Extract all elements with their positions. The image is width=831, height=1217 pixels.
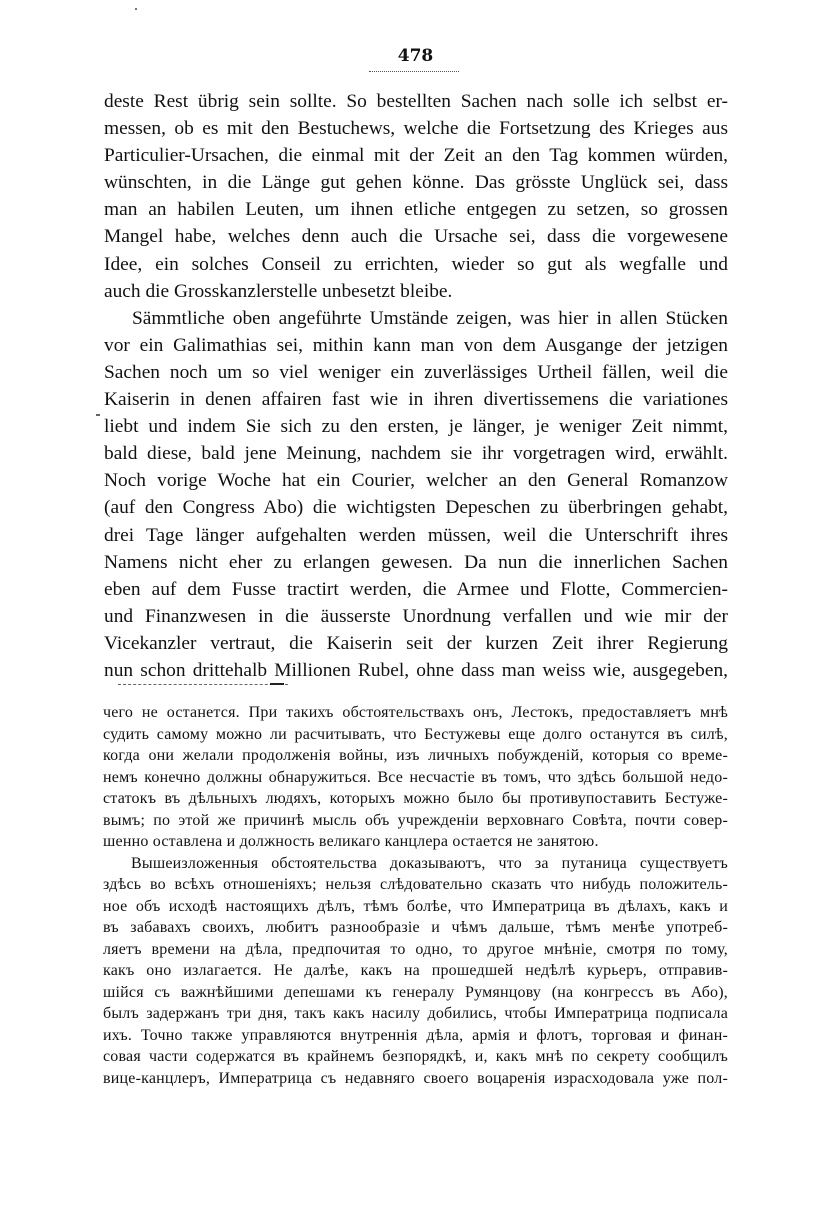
text-line: bald diese, bald jene Meinung, nachdem sie ihr vorgetragen wird, erwählt.	[104, 443, 728, 465]
text-line: статокъ въ дѣльныхъ людяхъ, которыхъ можно было бы противупоставить Бестуже-	[103, 790, 728, 807]
text-line: былъ задержанъ три дня, такъ какъ насилу добились, чтобы Императрица подписала	[103, 1005, 728, 1022]
margin-mark	[96, 414, 100, 416]
text-line: Namens nicht eher zu erlangen gewesen. Da nun die innerlichen Sachen	[104, 551, 728, 573]
separator-dash	[270, 683, 284, 685]
text-line: auch die Grosskanzlerstelle unbesetzt bleibe.	[104, 280, 453, 302]
scan-speck	[135, 8, 137, 10]
text-line: здѣсь во всѣхъ отношеніяхъ; нельзя слѣдовательно сказать что нибудь положитель-	[103, 876, 728, 893]
text-line: чего не останется. При такихъ обстоятельствахъ онъ, Лестокъ, предоставляетъ мнѣ	[103, 704, 728, 721]
text-line: Noch vorige Woche hat ein Courier, welcher an den General Romanzow	[104, 470, 728, 492]
text-line: Kaiserin in denen affairen fast wie in ihren divertissemens die variationes	[104, 389, 728, 411]
german-paragraph-2	[104, 305, 728, 684]
text-line: Vicekanzler vertraut, die Kaiserin seit der kurzen Zeit ihrer Regierung	[104, 632, 728, 654]
text-line: Particulier-Ursachen, die einmal mit der Zeit an den Tag kommen würden,	[104, 145, 728, 167]
russian-paragraph-1	[103, 702, 728, 853]
page-number-rule	[369, 71, 459, 72]
text-line: немъ конечно должны обнаружиться. Все несчастіе въ томъ, что здѣсь большой недо-	[103, 768, 728, 786]
text-line: вымъ; по этой же причинѣ мысль объ учрежденіи верховнаго Совѣта, почти совер-	[103, 811, 728, 829]
text-line: deste Rest übrig sein sollte. So bestellten Sachen nach solle ich selbst er-	[104, 91, 728, 112]
text-line: въ забавахъ своихъ, любитъ разнообразіе и чѣмъ дальше, тѣмъ менѣе употреб-	[103, 919, 728, 936]
text-line: совая части содержатся въ крайнемъ безпорядкѣ, и, какъ мнѣ по секрету сообщилъ	[103, 1048, 728, 1065]
text-line: когда они желали продолженія войны, изъ личныхъ побужденій, которыя со време-	[103, 747, 728, 764]
section-separator	[118, 684, 288, 685]
text-line: Вышеизложенныя обстоятельства доказываютъ, что за путаница существуетъ	[131, 854, 728, 872]
text-line: какъ оно излагается. Не далѣе, какъ на прошедшей недѣлѣ курьеръ, отправив-	[103, 962, 728, 979]
text-line: wünschten, in die Länge gut gehen könne. Das grösste Unglück sei, dass	[104, 172, 728, 194]
text-line: шійся съ важнѣйшими депешами къ генералу Румянцову (на конгрессъ въ Або),	[103, 983, 728, 1001]
text-line: вице-канцлеръ, Императрица съ недавняго своего воцаренія израсходовала уже пол-	[103, 1069, 728, 1087]
text-line: ное объ исходѣ настоящихъ дѣлъ, тѣмъ болѣе, что Императрица въ дѣлахъ, какъ и	[103, 897, 728, 915]
text-line: liebt und indem Sie sich zu den ersten, je länger, je weniger Zeit nimmt,	[104, 416, 728, 438]
text-line: man an habilen Leuten, um ihnen etliche entgegen zu setzen, so grossen	[104, 199, 728, 221]
text-line: Sachen noch um so viel weniger ein zuverlässiges Urtheil fällen, weil die	[104, 361, 728, 383]
text-line: drei Tage länger aufgehalten werden müssen, weil die Unterschrift ihres	[104, 524, 728, 546]
russian-translation-block	[103, 702, 728, 1089]
text-line: шенно оставлена и должность великаго канцлера остается не занятою.	[103, 833, 599, 850]
german-paragraph-1	[104, 88, 728, 305]
text-line: eben auf dem Fusse tractirt werden, die Armee und Flotte, Commercien-	[104, 578, 728, 600]
text-line: messen, ob es mit den Bestuchews, welche die Fortsetzung des Krieges aus	[104, 118, 728, 140]
text-line: ляетъ времени на дѣла, предпочитая то одно, то другое мнѣніе, смотря по тому,	[103, 940, 728, 958]
text-line: und Finanzwesen in die äusserste Unordnung verfallen und wie mir der	[104, 605, 728, 627]
page-number: 478	[397, 46, 434, 66]
text-line: Sämmtliche oben angeführte Umstände zeigen, was hier in allen Stücken	[132, 307, 728, 329]
text-line: ихъ. Точно также управляются внутреннія дѣла, армія и флотъ, торговая и финан-	[103, 1026, 728, 1044]
text-line: nun schon drittehalb Millionen Rubel, ohne dass man weiss wie, ausgegeben,	[104, 659, 728, 681]
russian-paragraph-2	[103, 853, 728, 1090]
text-line: (auf den Congress Abo) die wichtigsten Depeschen zu überbringen gehabt,	[104, 497, 728, 519]
german-text-block	[104, 88, 728, 684]
text-line: Idee, ein solches Conseil zu errichten, wieder so gut als wegfalle und	[104, 253, 728, 275]
text-line: Mangel habe, welches denn auch die Ursache sei, dass die vorgewesene	[104, 226, 728, 248]
text-line: vor ein Galimathias sei, mithin kann man von dem Ausgange der jetzigen	[104, 334, 728, 356]
text-line: судить самому можно ли расчитывать, что Бестужевы еще долго останутся въ силѣ,	[103, 725, 728, 743]
